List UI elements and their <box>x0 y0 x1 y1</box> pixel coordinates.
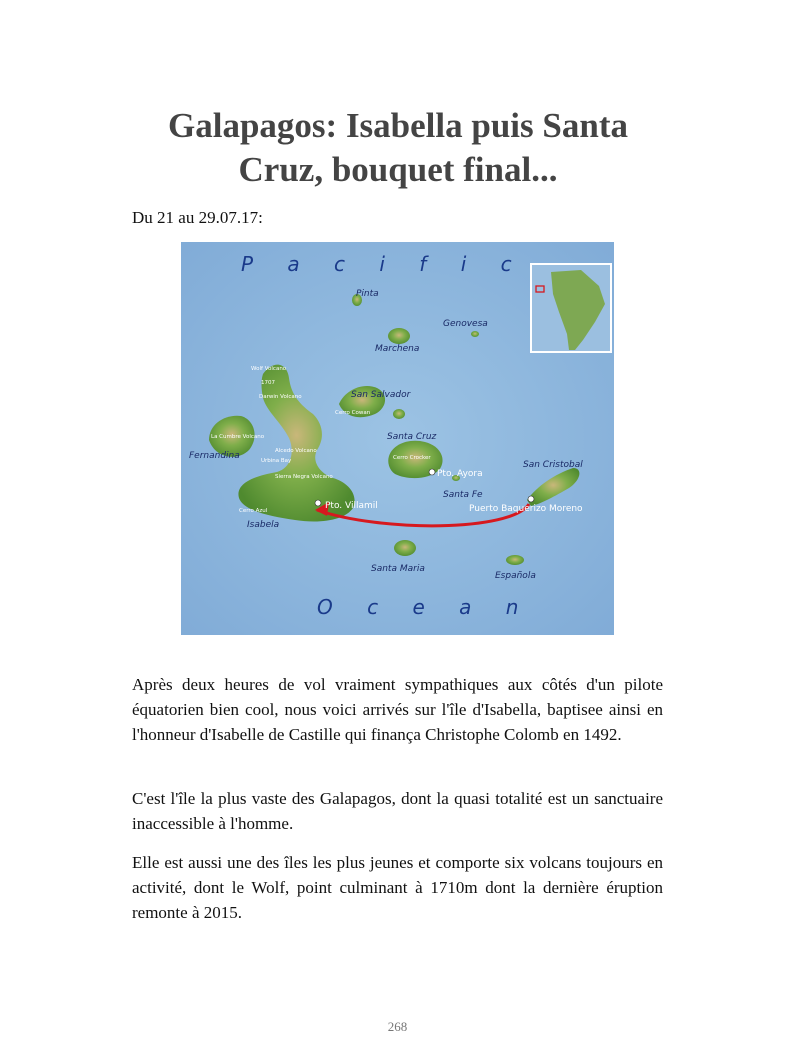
label-espanola: Española <box>495 571 536 581</box>
label-alcedo-volcano: Alcedo Volcano <box>275 448 317 454</box>
title-line-1: Galapagos: Isabella puis Santa <box>168 106 628 145</box>
label-cerro-azul: Cerro Azul <box>239 508 268 514</box>
label-santa-fe: Santa Fe <box>443 490 483 500</box>
port-marker-ayora <box>429 469 435 475</box>
title-line-2: Cruz, bouquet final... <box>238 150 558 189</box>
port-marker-baquerizo <box>528 496 534 502</box>
label-fernandina: Fernandina <box>189 451 240 461</box>
ocean-label-ocean: O c e a n <box>317 595 533 619</box>
label-darwin-volcano: Darwin Volcano <box>259 394 302 400</box>
label-pinta: Pinta <box>356 289 379 299</box>
paragraph-island-size: C'est l'île la plus vaste des Galapagos, dont la quasi totalité est un sanctuaire inaccessible à l'homme. <box>132 789 663 833</box>
label-pto-villamil: Pto. Villamil <box>325 501 378 511</box>
label-wolf-altitude: 1707 <box>261 380 275 386</box>
port-marker-villamil <box>315 500 321 506</box>
island-genovesa <box>471 331 479 337</box>
date-range: Du 21 au 29.07.17: <box>132 208 263 227</box>
page-title <box>132 104 664 192</box>
island-santa-maria <box>394 540 416 556</box>
label-santa-maria: Santa Maria <box>371 564 425 574</box>
label-santa-cruz: Santa Cruz <box>387 432 437 442</box>
label-isabela: Isabela <box>247 520 280 530</box>
label-pto-ayora: Pto. Ayora <box>437 469 483 479</box>
island-pinzon <box>393 409 405 419</box>
label-san-cristobal: San Cristobal <box>523 460 583 470</box>
paragraph-arrival: Après deux heures de vol vraiment sympathiques aux côtés d'un pilote équatorien bien cool, nous voici arrivés sur l'île d'Isabella, baptisee ainsi en l'honneur d'Isabelle de Castille qui finança Christophe Colomb en 1492. <box>132 675 663 744</box>
inset-south-america-map <box>531 264 611 352</box>
label-genovesa: Genovesa <box>443 319 488 329</box>
galapagos-map <box>181 242 614 635</box>
label-marchena: Marchena <box>375 344 420 354</box>
island-espanola <box>506 555 524 565</box>
label-san-salvador: San Salvador <box>351 390 411 400</box>
label-sierra-negra-volcano: Sierra Negra Volcano <box>275 474 333 480</box>
island-marchena <box>388 328 410 344</box>
label-urbina-bay: Urbina Bay <box>261 458 292 464</box>
label-wolf-volcano: Wolf Volcano <box>251 366 287 372</box>
label-la-cumbre-volcano: La Cumbre Volcano <box>211 434 265 440</box>
label-cerro-cowan: Cerro Cowan <box>335 410 371 416</box>
ocean-label-pacific: P a c i f i c <box>241 252 526 276</box>
page-number: 268 <box>387 1019 408 1034</box>
label-puerto-baquerizo-moreno: Puerto Baquerizo Moreno <box>469 504 583 514</box>
label-cerro-crocker: Cerro Crocker <box>393 455 431 461</box>
paragraph-volcanoes: Elle est aussi une des îles les plus jeunes et comporte six volcans toujours en activité, dont le Wolf, point culminant à 1710m dont la dernière éruption remonte à 2015. <box>132 853 663 922</box>
